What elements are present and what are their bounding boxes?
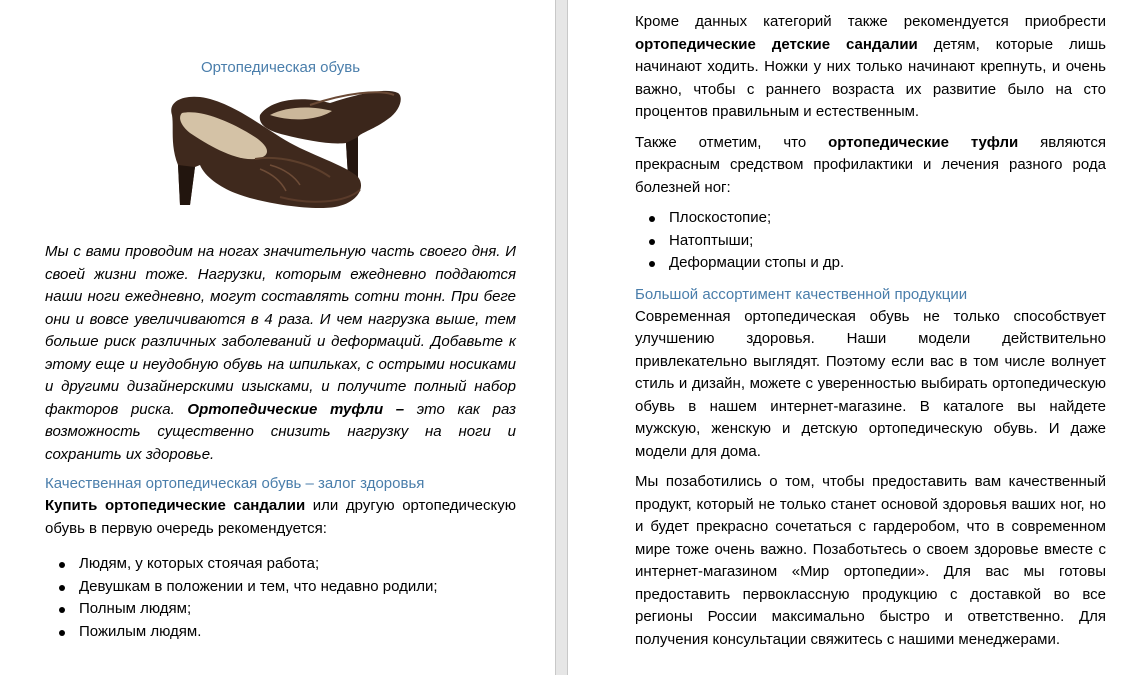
intro-end: это как раз возможность существенно снизить нагрузку на ноги и сохранить их здоровье. <box>45 400 516 463</box>
p1-start: Кроме данных категорий также рекомендуется приобрести <box>635 13 1106 30</box>
left-column <box>45 241 516 643</box>
list-item: Пожилым людям. <box>79 621 516 644</box>
section-heading-quality: Качественная ортопедическая обувь – залог здоровья <box>45 475 425 492</box>
page-gutter <box>555 0 568 675</box>
right-column <box>635 11 1106 651</box>
prevention-paragraph <box>635 132 1106 200</box>
list-item: Девушкам в положении и тем, что недавно родили; <box>79 576 516 599</box>
document-title: Ортопедическая обувь <box>200 59 361 76</box>
list-item: Деформации стопы и др. <box>669 252 1106 275</box>
list-item: Людям, у которых стоячая работа; <box>79 553 516 576</box>
intro-bold: Ортопедические туфли – <box>187 400 405 418</box>
intro-paragraph <box>45 241 516 466</box>
assortment-paragraph: Современная ортопедическая обувь не только способствует улучшению здоровья. Наши модели действительно привлекательно выглядят. Поэтому если вас в том числе волнует стиль и дизайн, можете с уверенностью выбирать ортопедическую обувь в нашем интернет-магазине. В каталоге вы найдете мужскую, женскую и детскую ортопедическую обувь. И даже модели для дома. <box>635 307 1106 460</box>
diseases-list <box>635 207 1106 275</box>
closing-paragraph: Мы позаботились о том, чтобы предоставить вам качественный продукт, который не только станет основой здоровья ваших ног, но и будет прекрасно сочетаться с гардеробом, что в современном мире тоже очень важно. Позаботьтесь о своем здоровье вместе с интернет-магазином «Мир ортопедии». Для вас мы готовы предоставить первоклассную продукцию с доставкой во все регионы России максимально быстро и ответственно. Для получения консультации свяжитесь с нашими менеджерами. <box>635 473 1106 648</box>
right-page <box>568 0 1134 675</box>
p2-end: являются прекрасным средством профилактики и лечения разного рода болезней ног: <box>635 133 1106 196</box>
p1-bold: ортопедические детские сандалии <box>635 35 918 53</box>
kids-paragraph <box>635 11 1106 124</box>
list-item: Плоскостопие; <box>669 207 1106 230</box>
shoe-image <box>160 85 410 225</box>
buy-bold: Купить ортопедические сандалии <box>45 497 306 514</box>
buy-paragraph <box>45 495 516 540</box>
p1-end: детям, которые лишь начинают ходить. Ножки у них только начинают крепнуть, и очень важно, чтобы с раннего возраста их развитие было на сто процентов правильным и естественным. <box>635 35 1106 120</box>
recommend-list <box>45 553 516 643</box>
list-item: Полным людям; <box>79 598 516 621</box>
left-page <box>0 0 555 675</box>
p2-start: Также отметим, что <box>635 133 829 151</box>
section-heading-assortment: Большой ассортимент качественной продукции <box>635 285 968 303</box>
buy-text: или другую ортопедическую обувь в первую очередь рекомендуется: <box>45 497 516 537</box>
p2-bold: ортопедические туфли <box>828 133 1019 151</box>
intro-text: Мы с вами проводим на ногах значительную часть своего дня. И своей жизни тоже. Нагрузки, которым ежедневно поддаются наши ноги ежедневно, могут составлять сотни тонн. При беге они и вовсе увеличиваются в 4 раза. И чем нагрузка выше, тем больше риск различных заболеваний и деформаций. Добавьте к этому еще и неудобную обувь на шпильках, с острыми носиками и другими дизайнерскими изысками, и получите полный набор факторов риска. <box>45 243 516 418</box>
list-item: Натоптыши; <box>669 230 1106 253</box>
